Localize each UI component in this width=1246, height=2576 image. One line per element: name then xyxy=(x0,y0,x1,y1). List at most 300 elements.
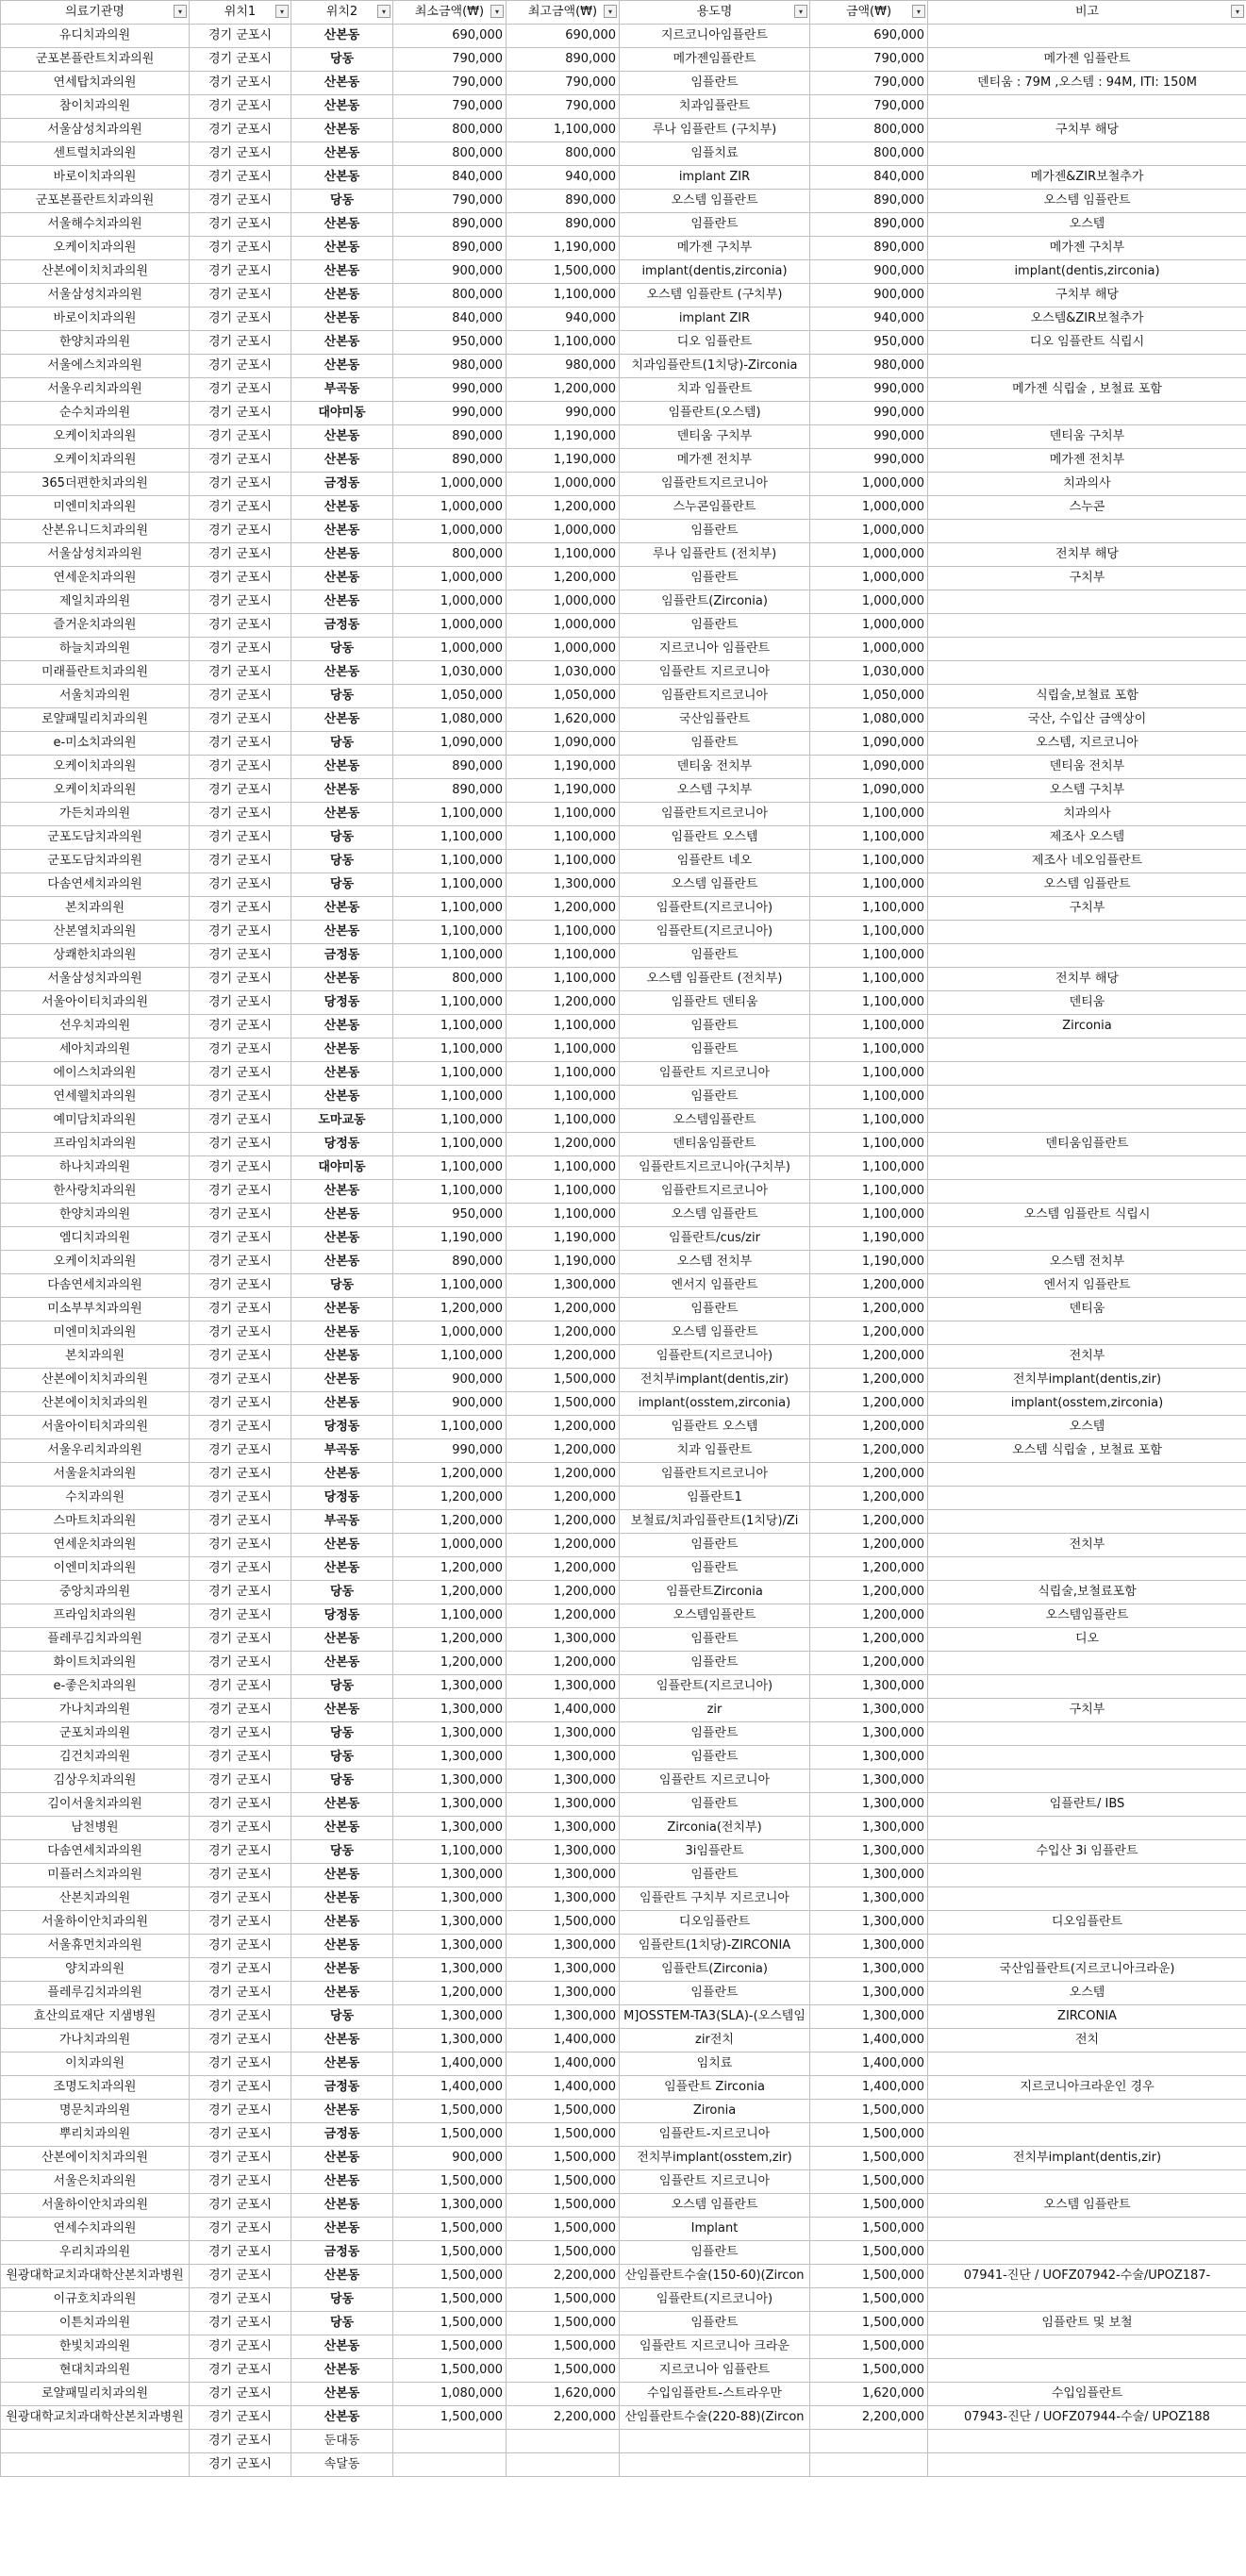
cell-max-price[interactable]: 1,200,000 xyxy=(507,1581,620,1604)
cell-usage-name[interactable]: Implant xyxy=(620,2218,810,2241)
cell-min-price[interactable] xyxy=(393,2453,507,2477)
cell-location1[interactable]: 경기 군포시 xyxy=(190,638,291,661)
cell-usage-name[interactable]: 임플란트(1치당)-ZIRCONIA xyxy=(620,1935,810,1958)
cell-price[interactable]: 1,100,000 xyxy=(810,1039,928,1062)
cell-remarks[interactable]: 오스템 전치부 xyxy=(928,1251,1246,1274)
cell-hospital-name[interactable]: 우리치과의원 xyxy=(1,2241,190,2265)
cell-location2[interactable]: 속달동 xyxy=(291,2453,393,2477)
cell-price[interactable]: 1,100,000 xyxy=(810,850,928,873)
cell-location2[interactable]: 산본동 xyxy=(291,708,393,732)
cell-usage-name[interactable]: 임플란트 xyxy=(620,1039,810,1062)
cell-min-price[interactable]: 1,200,000 xyxy=(393,1581,507,1604)
cell-location2[interactable]: 부곡동 xyxy=(291,1510,393,1534)
cell-usage-name[interactable]: 임플란트지르코니아(구치부) xyxy=(620,1156,810,1180)
cell-min-price[interactable]: 1,100,000 xyxy=(393,1039,507,1062)
cell-location1[interactable]: 경기 군포시 xyxy=(190,1487,291,1510)
cell-price[interactable]: 1,620,000 xyxy=(810,2383,928,2406)
cell-price[interactable]: 1,300,000 xyxy=(810,1911,928,1935)
cell-location2[interactable]: 부곡동 xyxy=(291,378,393,402)
cell-remarks[interactable]: 덴티움 : 79M ,오스템 : 94M, ITI: 150M xyxy=(928,72,1246,95)
cell-location2[interactable]: 산본동 xyxy=(291,2265,393,2288)
cell-usage-name[interactable]: 임플란트 xyxy=(620,614,810,638)
cell-min-price[interactable]: 1,200,000 xyxy=(393,1652,507,1675)
cell-min-price[interactable]: 1,000,000 xyxy=(393,1321,507,1345)
cell-min-price[interactable]: 1,200,000 xyxy=(393,1628,507,1652)
cell-hospital-name[interactable]: 프라임치과의원 xyxy=(1,1604,190,1628)
cell-hospital-name[interactable]: 산본에이치치과의원 xyxy=(1,2147,190,2170)
cell-max-price[interactable]: 1,000,000 xyxy=(507,638,620,661)
cell-min-price[interactable]: 1,300,000 xyxy=(393,1675,507,1699)
cell-remarks[interactable]: implant(dentis,zirconia) xyxy=(928,260,1246,284)
cell-location1[interactable]: 경기 군포시 xyxy=(190,2005,291,2029)
cell-price[interactable]: 1,500,000 xyxy=(810,2194,928,2218)
cell-min-price[interactable]: 1,100,000 xyxy=(393,897,507,921)
cell-max-price[interactable]: 1,300,000 xyxy=(507,1770,620,1793)
cell-usage-name[interactable]: 임플란트지르코니아 xyxy=(620,685,810,708)
cell-min-price[interactable]: 1,100,000 xyxy=(393,1604,507,1628)
cell-hospital-name[interactable]: 로얄패밀리치과의원 xyxy=(1,2383,190,2406)
cell-max-price[interactable]: 1,500,000 xyxy=(507,1911,620,1935)
cell-min-price[interactable]: 1,200,000 xyxy=(393,1557,507,1581)
cell-max-price[interactable]: 1,200,000 xyxy=(507,496,620,520)
cell-price[interactable]: 1,000,000 xyxy=(810,520,928,543)
cell-hospital-name[interactable]: 오케이치과의원 xyxy=(1,1251,190,1274)
cell-location1[interactable]: 경기 군포시 xyxy=(190,190,291,213)
cell-usage-name[interactable]: implant(dentis,zirconia) xyxy=(620,260,810,284)
cell-remarks[interactable] xyxy=(928,944,1246,968)
cell-max-price[interactable]: 1,500,000 xyxy=(507,2123,620,2147)
cell-min-price[interactable]: 840,000 xyxy=(393,307,507,331)
cell-hospital-name[interactable]: 한사랑치과의원 xyxy=(1,1180,190,1204)
cell-location1[interactable]: 경기 군포시 xyxy=(190,1015,291,1039)
cell-location2[interactable]: 산본동 xyxy=(291,166,393,190)
cell-usage-name[interactable]: 오스템 임플란트 xyxy=(620,1204,810,1227)
cell-price[interactable]: 1,300,000 xyxy=(810,1958,928,1982)
cell-max-price[interactable]: 1,500,000 xyxy=(507,2312,620,2335)
cell-usage-name[interactable]: 임플란트지르코니아 xyxy=(620,473,810,496)
cell-location2[interactable]: 산본동 xyxy=(291,968,393,991)
cell-remarks[interactable]: 전치부 xyxy=(928,1534,1246,1557)
cell-remarks[interactable] xyxy=(928,1227,1246,1251)
cell-max-price[interactable]: 1,200,000 xyxy=(507,1298,620,1321)
cell-hospital-name[interactable]: 연세웰치과의원 xyxy=(1,1086,190,1109)
cell-location2[interactable]: 산본동 xyxy=(291,1793,393,1817)
cell-price[interactable]: 1,100,000 xyxy=(810,944,928,968)
cell-remarks[interactable] xyxy=(928,2052,1246,2076)
cell-hospital-name[interactable]: 서울아이티치과의원 xyxy=(1,991,190,1015)
cell-remarks[interactable]: 메가젠 구치부 xyxy=(928,237,1246,260)
cell-remarks[interactable]: 디오 xyxy=(928,1628,1246,1652)
cell-min-price[interactable]: 1,500,000 xyxy=(393,2335,507,2359)
cell-max-price[interactable]: 1,100,000 xyxy=(507,944,620,968)
cell-min-price[interactable]: 790,000 xyxy=(393,72,507,95)
cell-remarks[interactable] xyxy=(928,1746,1246,1770)
cell-location2[interactable]: 도마교동 xyxy=(291,1109,393,1133)
cell-remarks[interactable] xyxy=(928,2170,1246,2194)
cell-location2[interactable]: 산본동 xyxy=(291,1345,393,1369)
cell-remarks[interactable]: 제조사 네오임플란트 xyxy=(928,850,1246,873)
cell-hospital-name[interactable]: 다솜연세치과의원 xyxy=(1,1840,190,1864)
cell-min-price[interactable]: 1,300,000 xyxy=(393,1699,507,1722)
cell-usage-name[interactable]: 지르코니아 임플란트 xyxy=(620,638,810,661)
cell-price[interactable]: 1,200,000 xyxy=(810,1439,928,1463)
cell-location1[interactable]: 경기 군포시 xyxy=(190,1793,291,1817)
cell-min-price[interactable]: 1,300,000 xyxy=(393,1770,507,1793)
cell-location2[interactable]: 둔대동 xyxy=(291,2430,393,2453)
cell-remarks[interactable] xyxy=(928,1086,1246,1109)
cell-hospital-name[interactable]: 세아치과의원 xyxy=(1,1039,190,1062)
cell-usage-name[interactable]: 전치부implant(osstem,zir) xyxy=(620,2147,810,2170)
cell-usage-name[interactable]: 산임플란트수술(220-88)(Zircon xyxy=(620,2406,810,2430)
cell-min-price[interactable]: 1,030,000 xyxy=(393,661,507,685)
cell-min-price[interactable]: 1,500,000 xyxy=(393,2288,507,2312)
cell-usage-name[interactable]: 수입임플란트-스트라우만 xyxy=(620,2383,810,2406)
cell-location2[interactable]: 산본동 xyxy=(291,2052,393,2076)
cell-price[interactable]: 1,200,000 xyxy=(810,1510,928,1534)
cell-location2[interactable]: 당동 xyxy=(291,685,393,708)
cell-usage-name[interactable]: 스누콘임플란트 xyxy=(620,496,810,520)
cell-usage-name[interactable]: 임플란트지르코니아 xyxy=(620,1180,810,1204)
cell-location1[interactable]: 경기 군포시 xyxy=(190,567,291,590)
cell-usage-name[interactable]: implant ZIR xyxy=(620,166,810,190)
cell-location2[interactable]: 산본동 xyxy=(291,1251,393,1274)
cell-location1[interactable]: 경기 군포시 xyxy=(190,496,291,520)
cell-min-price[interactable]: 1,500,000 xyxy=(393,2218,507,2241)
cell-max-price[interactable]: 1,200,000 xyxy=(507,1463,620,1487)
cell-min-price[interactable]: 1,000,000 xyxy=(393,473,507,496)
cell-remarks[interactable]: 오스템 구치부 xyxy=(928,779,1246,803)
cell-location2[interactable]: 당동 xyxy=(291,826,393,850)
cell-remarks[interactable] xyxy=(928,1109,1246,1133)
cell-min-price[interactable]: 1,500,000 xyxy=(393,2359,507,2383)
cell-location2[interactable]: 당동 xyxy=(291,2005,393,2029)
cell-max-price[interactable]: 1,100,000 xyxy=(507,826,620,850)
cell-location1[interactable]: 경기 군포시 xyxy=(190,897,291,921)
cell-min-price[interactable]: 1,000,000 xyxy=(393,590,507,614)
cell-price[interactable]: 1,200,000 xyxy=(810,1321,928,1345)
cell-remarks[interactable]: 전치부 해당 xyxy=(928,543,1246,567)
cell-remarks[interactable]: 덴티움 전치부 xyxy=(928,756,1246,779)
cell-location1[interactable]: 경기 군포시 xyxy=(190,756,291,779)
cell-location2[interactable]: 당동 xyxy=(291,1722,393,1746)
cell-usage-name[interactable]: 산임플란트수술(150-60)(Zircon xyxy=(620,2265,810,2288)
cell-min-price[interactable]: 1,500,000 xyxy=(393,2265,507,2288)
cell-location2[interactable]: 산본동 xyxy=(291,1887,393,1911)
cell-max-price[interactable]: 1,050,000 xyxy=(507,685,620,708)
cell-hospital-name[interactable]: 센트럴치과의원 xyxy=(1,142,190,166)
cell-price[interactable]: 1,000,000 xyxy=(810,590,928,614)
cell-hospital-name[interactable]: 미래플란트치과의원 xyxy=(1,661,190,685)
cell-remarks[interactable] xyxy=(928,1770,1246,1793)
cell-remarks[interactable]: 메가젠 전치부 xyxy=(928,449,1246,473)
cell-location1[interactable]: 경기 군포시 xyxy=(190,1958,291,1982)
cell-usage-name[interactable]: implant ZIR xyxy=(620,307,810,331)
cell-price[interactable]: 990,000 xyxy=(810,402,928,425)
cell-location2[interactable]: 산본동 xyxy=(291,1321,393,1345)
cell-min-price[interactable]: 1,100,000 xyxy=(393,873,507,897)
cell-location2[interactable]: 금정동 xyxy=(291,473,393,496)
cell-location1[interactable]: 경기 군포시 xyxy=(190,331,291,355)
cell-max-price[interactable]: 990,000 xyxy=(507,402,620,425)
cell-price[interactable] xyxy=(810,2430,928,2453)
cell-price[interactable]: 790,000 xyxy=(810,72,928,95)
cell-price[interactable]: 690,000 xyxy=(810,25,928,48)
cell-usage-name[interactable]: 임플란트 지르코니아 xyxy=(620,1770,810,1793)
cell-usage-name[interactable]: 임플란트지르코니아 xyxy=(620,1463,810,1487)
cell-location1[interactable]: 경기 군포시 xyxy=(190,1510,291,1534)
cell-location1[interactable]: 경기 군포시 xyxy=(190,1039,291,1062)
cell-max-price[interactable]: 1,500,000 xyxy=(507,2335,620,2359)
cell-min-price[interactable]: 1,100,000 xyxy=(393,944,507,968)
cell-price[interactable]: 1,400,000 xyxy=(810,2029,928,2052)
cell-min-price[interactable]: 1,200,000 xyxy=(393,1463,507,1487)
cell-price[interactable]: 1,100,000 xyxy=(810,1204,928,1227)
cell-location1[interactable]: 경기 군포시 xyxy=(190,284,291,307)
cell-price[interactable]: 1,300,000 xyxy=(810,1982,928,2005)
cell-max-price[interactable]: 1,100,000 xyxy=(507,1062,620,1086)
cell-max-price[interactable]: 1,190,000 xyxy=(507,425,620,449)
cell-max-price[interactable]: 1,200,000 xyxy=(507,1345,620,1369)
cell-price[interactable]: 1,200,000 xyxy=(810,1369,928,1392)
cell-location1[interactable]: 경기 군포시 xyxy=(190,1840,291,1864)
cell-location1[interactable]: 경기 군포시 xyxy=(190,1298,291,1321)
cell-location2[interactable]: 당정동 xyxy=(291,1133,393,1156)
cell-price[interactable]: 1,000,000 xyxy=(810,567,928,590)
cell-remarks[interactable]: 메가젠 식립술 , 보철료 포함 xyxy=(928,378,1246,402)
cell-location2[interactable]: 산본동 xyxy=(291,119,393,142)
cell-max-price[interactable] xyxy=(507,2453,620,2477)
cell-remarks[interactable]: 오스템 식립술 , 보철료 포함 xyxy=(928,1439,1246,1463)
cell-hospital-name[interactable]: 본치과의원 xyxy=(1,1345,190,1369)
cell-max-price[interactable]: 790,000 xyxy=(507,95,620,119)
cell-min-price[interactable]: 1,300,000 xyxy=(393,1746,507,1770)
cell-hospital-name[interactable]: 오케이치과의원 xyxy=(1,449,190,473)
cell-min-price[interactable]: 990,000 xyxy=(393,402,507,425)
cell-location2[interactable]: 산본동 xyxy=(291,661,393,685)
cell-price[interactable]: 1,400,000 xyxy=(810,2076,928,2100)
cell-hospital-name[interactable]: 효산의료재단 지샘병원 xyxy=(1,2005,190,2029)
cell-location1[interactable]: 경기 군포시 xyxy=(190,661,291,685)
cell-location2[interactable]: 산본동 xyxy=(291,590,393,614)
cell-price[interactable]: 1,000,000 xyxy=(810,543,928,567)
cell-price[interactable]: 1,500,000 xyxy=(810,2170,928,2194)
cell-location1[interactable]: 경기 군포시 xyxy=(190,732,291,756)
cell-location1[interactable]: 경기 군포시 xyxy=(190,307,291,331)
cell-hospital-name[interactable]: 뿌리치과의원 xyxy=(1,2123,190,2147)
cell-max-price[interactable]: 1,100,000 xyxy=(507,119,620,142)
cell-usage-name[interactable]: 임플란트Zirconia xyxy=(620,1581,810,1604)
cell-location2[interactable]: 산본동 xyxy=(291,1817,393,1840)
cell-hospital-name[interactable]: 본치과의원 xyxy=(1,897,190,921)
cell-price[interactable]: 1,200,000 xyxy=(810,1463,928,1487)
cell-hospital-name[interactable]: 서울우리치과의원 xyxy=(1,378,190,402)
cell-hospital-name[interactable]: 연세운치과의원 xyxy=(1,567,190,590)
cell-location1[interactable]: 경기 군포시 xyxy=(190,1463,291,1487)
cell-remarks[interactable] xyxy=(928,2430,1246,2453)
cell-usage-name[interactable]: 임플란트 xyxy=(620,732,810,756)
cell-price[interactable]: 1,100,000 xyxy=(810,921,928,944)
cell-usage-name[interactable]: 임플란트 지르코니아 크라운 xyxy=(620,2335,810,2359)
cell-location1[interactable]: 경기 군포시 xyxy=(190,1911,291,1935)
cell-price[interactable]: 1,090,000 xyxy=(810,732,928,756)
cell-usage-name[interactable]: 임플란트(Zirconia) xyxy=(620,1958,810,1982)
cell-min-price[interactable]: 1,500,000 xyxy=(393,2406,507,2430)
cell-remarks[interactable]: 오스템 xyxy=(928,1416,1246,1439)
cell-min-price[interactable]: 890,000 xyxy=(393,237,507,260)
cell-max-price[interactable]: 1,190,000 xyxy=(507,237,620,260)
cell-min-price[interactable]: 1,200,000 xyxy=(393,1982,507,2005)
cell-usage-name[interactable]: 임플란트 xyxy=(620,1628,810,1652)
cell-location1[interactable]: 경기 군포시 xyxy=(190,1557,291,1581)
cell-usage-name[interactable]: 지르코니아임플란트 xyxy=(620,25,810,48)
cell-hospital-name[interactable]: 유디치과의원 xyxy=(1,25,190,48)
cell-max-price[interactable]: 1,200,000 xyxy=(507,1604,620,1628)
cell-price[interactable]: 1,200,000 xyxy=(810,1487,928,1510)
cell-min-price[interactable]: 890,000 xyxy=(393,213,507,237)
cell-location2[interactable]: 산본동 xyxy=(291,260,393,284)
cell-min-price[interactable]: 1,400,000 xyxy=(393,2052,507,2076)
cell-location2[interactable]: 산본동 xyxy=(291,543,393,567)
cell-usage-name[interactable]: 임플란트 xyxy=(620,1557,810,1581)
cell-hospital-name[interactable]: 플레루김치과의원 xyxy=(1,1982,190,2005)
cell-min-price[interactable]: 1,000,000 xyxy=(393,638,507,661)
cell-remarks[interactable]: 오스템임플란트 xyxy=(928,1604,1246,1628)
cell-hospital-name[interactable]: 산본에이치치과의원 xyxy=(1,1369,190,1392)
cell-min-price[interactable]: 1,200,000 xyxy=(393,1487,507,1510)
cell-location1[interactable]: 경기 군포시 xyxy=(190,48,291,72)
cell-price[interactable]: 790,000 xyxy=(810,48,928,72)
cell-remarks[interactable]: 치과의사 xyxy=(928,803,1246,826)
cell-max-price[interactable]: 1,190,000 xyxy=(507,756,620,779)
cell-location1[interactable]: 경기 군포시 xyxy=(190,2170,291,2194)
cell-usage-name[interactable]: 전치부implant(dentis,zir) xyxy=(620,1369,810,1392)
cell-max-price[interactable]: 1,100,000 xyxy=(507,543,620,567)
cell-price[interactable]: 1,500,000 xyxy=(810,2288,928,2312)
cell-remarks[interactable] xyxy=(928,638,1246,661)
cell-max-price[interactable]: 1,500,000 xyxy=(507,1369,620,1392)
cell-remarks[interactable] xyxy=(928,1817,1246,1840)
cell-usage-name[interactable]: 임플란트 xyxy=(620,1746,810,1770)
cell-location1[interactable]: 경기 군포시 xyxy=(190,1770,291,1793)
cell-price[interactable]: 800,000 xyxy=(810,119,928,142)
cell-max-price[interactable]: 1,100,000 xyxy=(507,1086,620,1109)
cell-location1[interactable]: 경기 군포시 xyxy=(190,2288,291,2312)
cell-hospital-name[interactable]: 미플러스치과의원 xyxy=(1,1864,190,1887)
cell-location1[interactable]: 경기 군포시 xyxy=(190,1652,291,1675)
cell-price[interactable]: 1,500,000 xyxy=(810,2265,928,2288)
cell-location1[interactable]: 경기 군포시 xyxy=(190,685,291,708)
cell-location1[interactable]: 경기 군포시 xyxy=(190,1345,291,1369)
cell-price[interactable]: 1,190,000 xyxy=(810,1227,928,1251)
cell-hospital-name[interactable]: 군포도담치과의원 xyxy=(1,850,190,873)
cell-min-price[interactable]: 1,500,000 xyxy=(393,2312,507,2335)
cell-max-price[interactable]: 1,300,000 xyxy=(507,1887,620,1911)
cell-remarks[interactable]: 오스템 임플란트 xyxy=(928,190,1246,213)
cell-location2[interactable]: 부곡동 xyxy=(291,1439,393,1463)
cell-hospital-name[interactable]: 가나치과의원 xyxy=(1,2029,190,2052)
cell-location2[interactable]: 당동 xyxy=(291,1746,393,1770)
cell-usage-name[interactable]: Zirconia(전치부) xyxy=(620,1817,810,1840)
cell-location2[interactable]: 산본동 xyxy=(291,2383,393,2406)
cell-location2[interactable]: 당동 xyxy=(291,732,393,756)
cell-remarks[interactable]: 구치부 해당 xyxy=(928,284,1246,307)
cell-hospital-name[interactable]: 서울치과의원 xyxy=(1,685,190,708)
cell-max-price[interactable]: 890,000 xyxy=(507,48,620,72)
cell-hospital-name[interactable]: 다솜연세치과의원 xyxy=(1,873,190,897)
cell-remarks[interactable]: 제조사 오스템 xyxy=(928,826,1246,850)
cell-location2[interactable]: 산본동 xyxy=(291,331,393,355)
cell-price[interactable]: 1,300,000 xyxy=(810,1722,928,1746)
cell-location1[interactable]: 경기 군포시 xyxy=(190,543,291,567)
cell-max-price[interactable]: 1,500,000 xyxy=(507,2288,620,2312)
cell-hospital-name[interactable]: 바로이치과의원 xyxy=(1,166,190,190)
cell-min-price[interactable]: 950,000 xyxy=(393,331,507,355)
cell-max-price[interactable]: 1,200,000 xyxy=(507,1557,620,1581)
cell-location2[interactable]: 당동 xyxy=(291,638,393,661)
cell-max-price[interactable]: 1,500,000 xyxy=(507,2359,620,2383)
cell-usage-name[interactable]: 임플란트(지르코니아) xyxy=(620,1675,810,1699)
cell-usage-name[interactable]: 임플란트 xyxy=(620,1652,810,1675)
cell-hospital-name[interactable]: 서울하이안치과의원 xyxy=(1,1911,190,1935)
cell-min-price[interactable]: 980,000 xyxy=(393,355,507,378)
cell-price[interactable]: 1,100,000 xyxy=(810,873,928,897)
cell-remarks[interactable]: 국산임플란트(지르코니아크라운) xyxy=(928,1958,1246,1982)
cell-price[interactable]: 1,200,000 xyxy=(810,1274,928,1298)
cell-usage-name[interactable]: 임플란트(지르코니아) xyxy=(620,897,810,921)
cell-remarks[interactable]: implant(osstem,zirconia) xyxy=(928,1392,1246,1416)
cell-remarks[interactable]: 덴티움 구치부 xyxy=(928,425,1246,449)
cell-max-price[interactable]: 1,200,000 xyxy=(507,897,620,921)
cell-min-price[interactable]: 900,000 xyxy=(393,2147,507,2170)
cell-location2[interactable]: 산본동 xyxy=(291,1652,393,1675)
cell-remarks[interactable]: 엔서지 임플란트 xyxy=(928,1274,1246,1298)
cell-usage-name[interactable]: 오스템임플란트 xyxy=(620,1109,810,1133)
cell-location1[interactable]: 경기 군포시 xyxy=(190,2194,291,2218)
cell-max-price[interactable]: 690,000 xyxy=(507,25,620,48)
cell-price[interactable]: 1,200,000 xyxy=(810,1652,928,1675)
cell-price[interactable]: 1,090,000 xyxy=(810,779,928,803)
cell-remarks[interactable]: 식립술,보철료 포함 xyxy=(928,685,1246,708)
cell-usage-name[interactable]: 임플란트 구치부 지르코니아 xyxy=(620,1887,810,1911)
cell-remarks[interactable] xyxy=(928,2453,1246,2477)
cell-hospital-name[interactable]: 이치과의원 xyxy=(1,2052,190,2076)
cell-usage-name[interactable]: 디오임플란트 xyxy=(620,1911,810,1935)
cell-min-price[interactable]: 1,100,000 xyxy=(393,1274,507,1298)
cell-max-price[interactable]: 1,200,000 xyxy=(507,1321,620,1345)
cell-location1[interactable]: 경기 군포시 xyxy=(190,1180,291,1204)
cell-price[interactable]: 1,200,000 xyxy=(810,1604,928,1628)
cell-hospital-name[interactable]: 다솜연세치과의원 xyxy=(1,1274,190,1298)
cell-location2[interactable]: 당동 xyxy=(291,1840,393,1864)
cell-min-price[interactable]: 800,000 xyxy=(393,119,507,142)
cell-max-price[interactable]: 1,500,000 xyxy=(507,2241,620,2265)
cell-usage-name[interactable]: 오스템 구치부 xyxy=(620,779,810,803)
cell-price[interactable]: 940,000 xyxy=(810,307,928,331)
cell-price[interactable]: 1,500,000 xyxy=(810,2123,928,2147)
cell-remarks[interactable]: 디오임플란트 xyxy=(928,1911,1246,1935)
cell-min-price[interactable]: 1,090,000 xyxy=(393,732,507,756)
cell-location1[interactable]: 경기 군포시 xyxy=(190,614,291,638)
cell-location1[interactable]: 경기 군포시 xyxy=(190,2383,291,2406)
cell-usage-name[interactable]: 임플란트 xyxy=(620,1722,810,1746)
cell-min-price[interactable]: 1,050,000 xyxy=(393,685,507,708)
cell-price[interactable]: 1,050,000 xyxy=(810,685,928,708)
cell-max-price[interactable]: 1,100,000 xyxy=(507,1156,620,1180)
cell-price[interactable]: 1,300,000 xyxy=(810,1887,928,1911)
cell-usage-name[interactable]: 임플란트(지르코니아) xyxy=(620,1345,810,1369)
cell-price[interactable]: 1,200,000 xyxy=(810,1298,928,1321)
cell-remarks[interactable] xyxy=(928,1510,1246,1534)
